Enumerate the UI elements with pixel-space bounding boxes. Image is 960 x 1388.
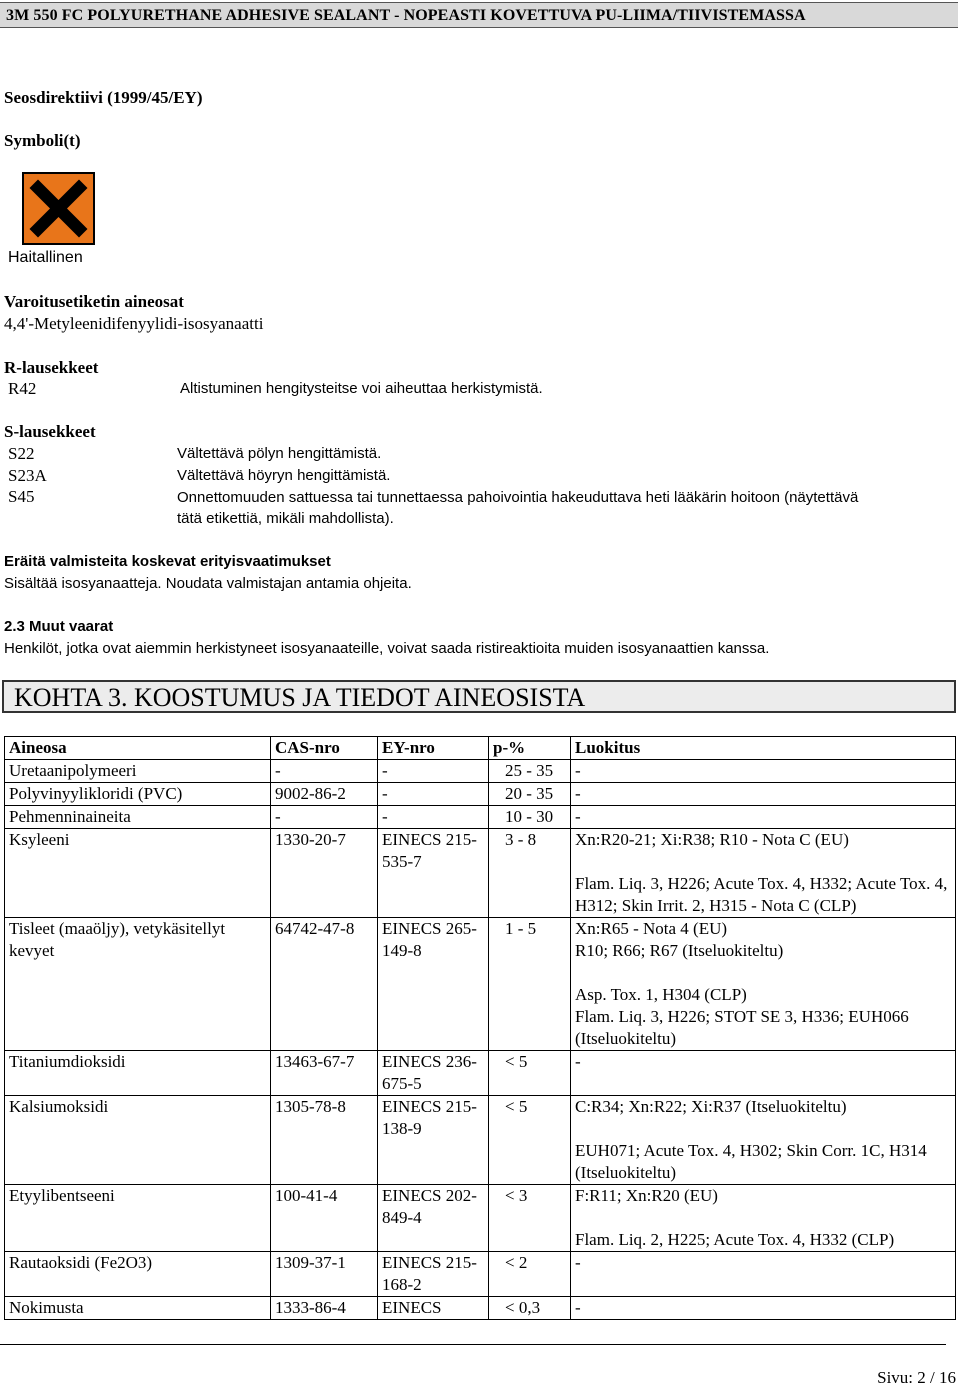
ec-number: EINECS 215-535-7 — [378, 829, 489, 918]
cas-number: 1305-78-8 — [271, 1096, 378, 1185]
weight-percent: < 5 — [489, 1096, 571, 1185]
document-title: 3M 550 FC POLYURETHANE ADHESIVE SEALANT - NOPEASTI KOVETTUVA PU-LIIMA/TIIVISTEMASSA — [6, 7, 806, 24]
classification-line: R10; R66; R67 (Itseluokiteltu) — [575, 941, 784, 960]
weight-percent: 25 - 35 — [489, 760, 571, 783]
table-row — [5, 806, 956, 829]
cas-number: 100-41-4 — [271, 1185, 378, 1252]
classification-line: - — [575, 761, 581, 780]
weight-percent: < 3 — [489, 1185, 571, 1252]
classification — [571, 1096, 956, 1185]
cas-number: 1330-20-7 — [271, 829, 378, 918]
table-row — [5, 1051, 956, 1096]
ingredient-name: Etyylibentseeni — [5, 1185, 271, 1252]
column-header: p-% — [489, 737, 571, 760]
column-header: Aineosa — [5, 737, 271, 760]
classification-line: F:R11; Xn:R20 (EU) — [575, 1186, 718, 1205]
cas-number: - — [271, 806, 378, 829]
ingredient-name: Uretaanipolymeeri — [5, 760, 271, 783]
classification-line: - — [575, 1253, 581, 1272]
label-ingredients-value: 4,4'-Metyleenidifenyylidi-isosyanaatti — [4, 314, 264, 333]
table-row — [5, 1252, 956, 1297]
table-row — [5, 918, 956, 1051]
classification-line: - — [575, 784, 581, 803]
classification-line: Flam. Liq. 3, H226; Acute Tox. 4, H332; Acute Tox. 4, H312; Skin Irrit. 2, H315 - Nota C (CLP) — [575, 874, 948, 915]
column-header: EY-nro — [378, 737, 489, 760]
ec-number: EINECS 236-675-5 — [378, 1051, 489, 1096]
cas-number: 64742-47-8 — [271, 918, 378, 1051]
special-requirements-text: Sisältää isosyanaatteja. Noudata valmistajan antamia ohjeita. — [4, 575, 412, 592]
hazard-x-icon — [22, 172, 95, 245]
classification — [571, 783, 956, 806]
s-phrase-text: Onnettomuuden sattuessa tai tunnettaessa pahoivointia hakeuduttava heti lääkärin hoitoon (näytettävä — [177, 489, 859, 506]
special-requirements-heading: Eräitä valmisteita koskevat erityisvaatimukset — [4, 553, 331, 570]
weight-percent: 20 - 35 — [489, 783, 571, 806]
ingredient-name: Titaniumdioksidi — [5, 1051, 271, 1096]
classification — [571, 806, 956, 829]
table-row — [5, 1185, 956, 1252]
cas-number: 1333-86-4 — [271, 1297, 378, 1320]
r-phrase-text: Altistuminen hengitysteitse voi aiheuttaa herkistymistä. — [180, 380, 543, 397]
ingredient-name: Polyvinyylikloridi (PVC) — [5, 783, 271, 806]
ingredient-name: Tisleet (maaöljy), vetykäsitellyt kevyet — [5, 918, 271, 1051]
label-ingredients-heading: Varoitusetiketin aineosat — [4, 292, 184, 311]
table-row — [5, 1096, 956, 1185]
column-header: CAS-nro — [271, 737, 378, 760]
classification-line: - — [575, 1298, 581, 1317]
directive-heading: Seosdirektiivi (1999/45/EY) — [4, 88, 203, 107]
classification — [571, 1252, 956, 1297]
weight-percent: < 0,3 — [489, 1297, 571, 1320]
classification-line: - — [575, 1052, 581, 1071]
footer-divider — [0, 1344, 946, 1345]
document-header — [0, 2, 958, 28]
classification-line: Xn:R20-21; Xi:R38; R10 - Nota C (EU) — [575, 830, 849, 849]
symbol-label: Haitallinen — [8, 249, 83, 266]
other-hazards-text: Henkilöt, jotka ovat aiemmin herkistyneet isosyanaateille, voivat saada ristireaktioita muiden isosyanaattien kanssa. — [4, 640, 770, 657]
classification — [571, 829, 956, 918]
cas-number: 13463-67-7 — [271, 1051, 378, 1096]
cas-number: - — [271, 760, 378, 783]
ingredient-name: Ksyleeni — [5, 829, 271, 918]
classification-line: Xn:R65 - Nota 4 (EU) — [575, 919, 728, 938]
classification-line: Asp. Tox. 1, H304 (CLP) — [575, 985, 747, 1004]
ec-number: EINECS 202-849-4 — [378, 1185, 489, 1252]
classification — [571, 1297, 956, 1320]
section-3-header — [2, 680, 956, 713]
s-phrases-heading: S-lausekkeet — [4, 422, 96, 441]
table-header-row — [5, 737, 956, 760]
ec-number: - — [378, 783, 489, 806]
cas-number: 9002-86-2 — [271, 783, 378, 806]
ec-number: - — [378, 760, 489, 783]
classification-line: EUH071; Acute Tox. 4, H302; Skin Corr. 1C, H314 (Itseluokiteltu) — [575, 1141, 927, 1182]
s-phrase-text: Vältettävä höyryn hengittämistä. — [177, 467, 391, 484]
table-row — [5, 829, 956, 918]
ingredient-name: Rautaoksidi (Fe2O3) — [5, 1252, 271, 1297]
ec-number: EINECS 215-168-2 — [378, 1252, 489, 1297]
ec-number: EINECS 265-149-8 — [378, 918, 489, 1051]
column-header: Luokitus — [571, 737, 956, 760]
ec-number: EINECS 215-138-9 — [378, 1096, 489, 1185]
weight-percent: 10 - 30 — [489, 806, 571, 829]
r-phrases-heading: R-lausekkeet — [4, 358, 99, 377]
classification-line: - — [575, 807, 581, 826]
classification-line: C:R34; Xn:R22; Xi:R37 (Itseluokiteltu) — [575, 1097, 847, 1116]
page-number: Sivu: 2 / 16 — [877, 1368, 956, 1387]
s-phrase-code: S45 — [8, 487, 35, 506]
weight-percent: < 5 — [489, 1051, 571, 1096]
ingredient-name: Nokimusta — [5, 1297, 271, 1320]
table-row — [5, 1297, 956, 1320]
weight-percent: 1 - 5 — [489, 918, 571, 1051]
s-phrase-text: Vältettävä pölyn hengittämistä. — [177, 445, 382, 462]
classification — [571, 760, 956, 783]
other-hazards-heading: 2.3 Muut vaarat — [4, 618, 114, 635]
classification — [571, 918, 956, 1051]
s-phrase-code: S22 — [8, 444, 35, 463]
classification-line: Flam. Liq. 3, H226; STOT SE 3, H336; EUH066 (Itseluokiteltu) — [575, 1007, 909, 1048]
cas-number: 1309-37-1 — [271, 1252, 378, 1297]
s-phrase-code: S23A — [8, 466, 47, 485]
table-row — [5, 783, 956, 806]
classification — [571, 1051, 956, 1096]
classification-line: Flam. Liq. 2, H225; Acute Tox. 4, H332 (CLP) — [575, 1230, 895, 1249]
table-row — [5, 760, 956, 783]
ingredient-name: Kalsiumoksidi — [5, 1096, 271, 1185]
ec-number: EINECS — [378, 1297, 489, 1320]
weight-percent: < 2 — [489, 1252, 571, 1297]
r-phrase-code: R42 — [8, 379, 37, 398]
s-phrase-text-continued: tätä etikettiä, mikäli mahdollista). — [177, 510, 394, 527]
symbols-heading: Symboli(t) — [4, 131, 81, 150]
ec-number: - — [378, 806, 489, 829]
weight-percent: 3 - 8 — [489, 829, 571, 918]
section-3-title: KOHTA 3. KOOSTUMUS JA TIEDOT AINEOSISTA — [14, 683, 586, 712]
ingredient-name: Pehmenninaineita — [5, 806, 271, 829]
classification — [571, 1185, 956, 1252]
composition-table — [4, 736, 956, 1320]
